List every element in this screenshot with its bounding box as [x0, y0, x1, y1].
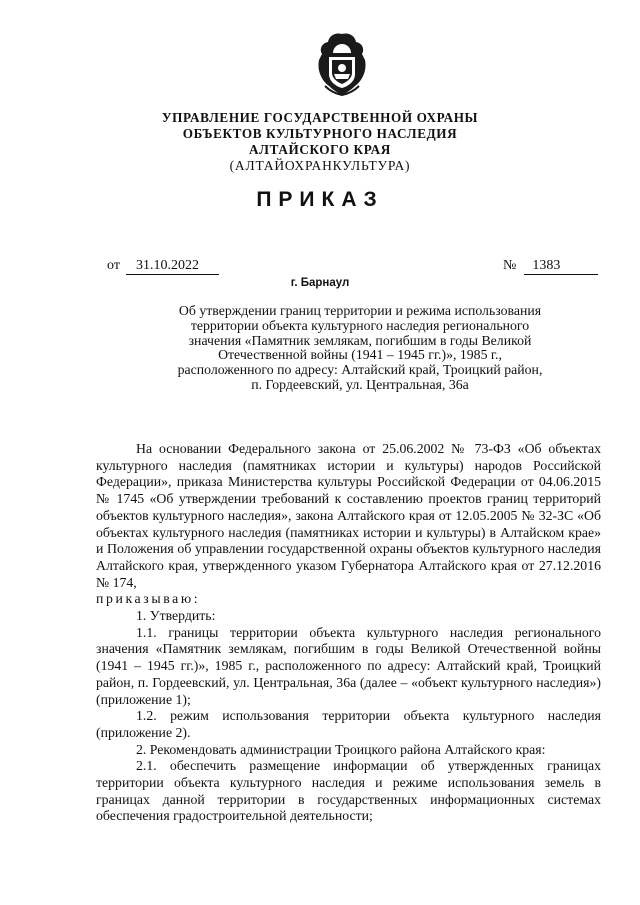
org-name-line: ОБЪЕКТОВ КУЛЬТУРНОГО НАСЛЕДИЯ: [182, 126, 458, 141]
item-2: 2. Рекомендовать администрации Троицкого района Алтайского края:: [136, 741, 546, 757]
date-prefix: от: [107, 258, 120, 273]
coat-of-arms-emblem: [311, 30, 373, 98]
item-1-2: 1.2. режим использования территории объекта культурного наследия (приложение 2).: [96, 708, 601, 740]
subject-line: расположенного по адресу: Алтайский край, Троицкий район,: [177, 362, 543, 378]
order-subject: [150, 304, 570, 393]
document-type-title: ПРИКАЗ: [256, 188, 384, 211]
number-prefix: №: [503, 258, 517, 273]
subject-line: значения «Памятник землякам, погибшим в годы Великой: [188, 332, 532, 348]
org-header: [0, 110, 640, 174]
org-short-name: (АЛТАЙОХРАНКУЛЬТУРА): [229, 158, 411, 173]
item-2-1: 2.1. обеспечить размещение информации об утвержденных границах территории объекта культурного наследия и режиме использования земель в границах данной территории в государственных информационных системах обеспечения градостроительной деятельности;: [96, 758, 601, 824]
item-1-1: 1.1. границы территории объекта культурного наследия регионального значения «Памятник землякам, погибшим в годы Великой Отечественной войны (1941 – 1945 гг.)», 1985 г., расположенного по адресу: Алтайский край, Троицкий район, п. Гордеевский, ул. Центральная, 36а (далее – «объект культурного наследия») (приложение 1);: [96, 624, 601, 707]
subject-line: Отечественной войны (1941 – 1945 гг.)», 1985 г.,: [218, 347, 502, 363]
subject-line: территории объекта культурного наследия регионального: [190, 317, 530, 333]
item-1: 1. Утвердить:: [136, 608, 216, 624]
subject-line: Об утверждении границ территории и режима использования: [178, 303, 542, 318]
city-label: г. Барнаул: [290, 277, 350, 289]
date-field: [107, 258, 219, 275]
order-word: приказываю:: [96, 591, 201, 607]
number-value: 1383: [524, 258, 598, 275]
order-body: [96, 441, 601, 825]
number-field: [503, 258, 598, 275]
date-value: 31.10.2022: [126, 258, 219, 275]
org-name-line: УПРАВЛЕНИЕ ГОСУДАРСТВЕННОЙ ОХРАНЫ: [161, 110, 479, 125]
org-name-line: АЛТАЙСКОГО КРАЯ: [249, 142, 391, 157]
subject-line: п. Гордеевский, ул. Центральная, 36а: [251, 376, 469, 392]
preamble-paragraph: На основании Федерального закона от 25.06.2002 № 73-ФЗ «Об объектах культурного наследия (памятниках истории и культуры) народов Российской Федерации», приказа Министерства культуры Российской Федерации от 04.06.2015 № 1745 «Об утверждении требований к составлению проектов границ территорий объектов культурного наследия», закона Алтайского края от 12.05.2005 № 32-ЗС «Об объектах культурного наследия (памятниках истории и культуры) в Алтайском крае» и Положения об управлении государственной охраны объектов культурного наследия Алтайского края, утвержденного указом Губернатора Алтайского края от 27.12.2016 № 174,: [96, 441, 601, 590]
